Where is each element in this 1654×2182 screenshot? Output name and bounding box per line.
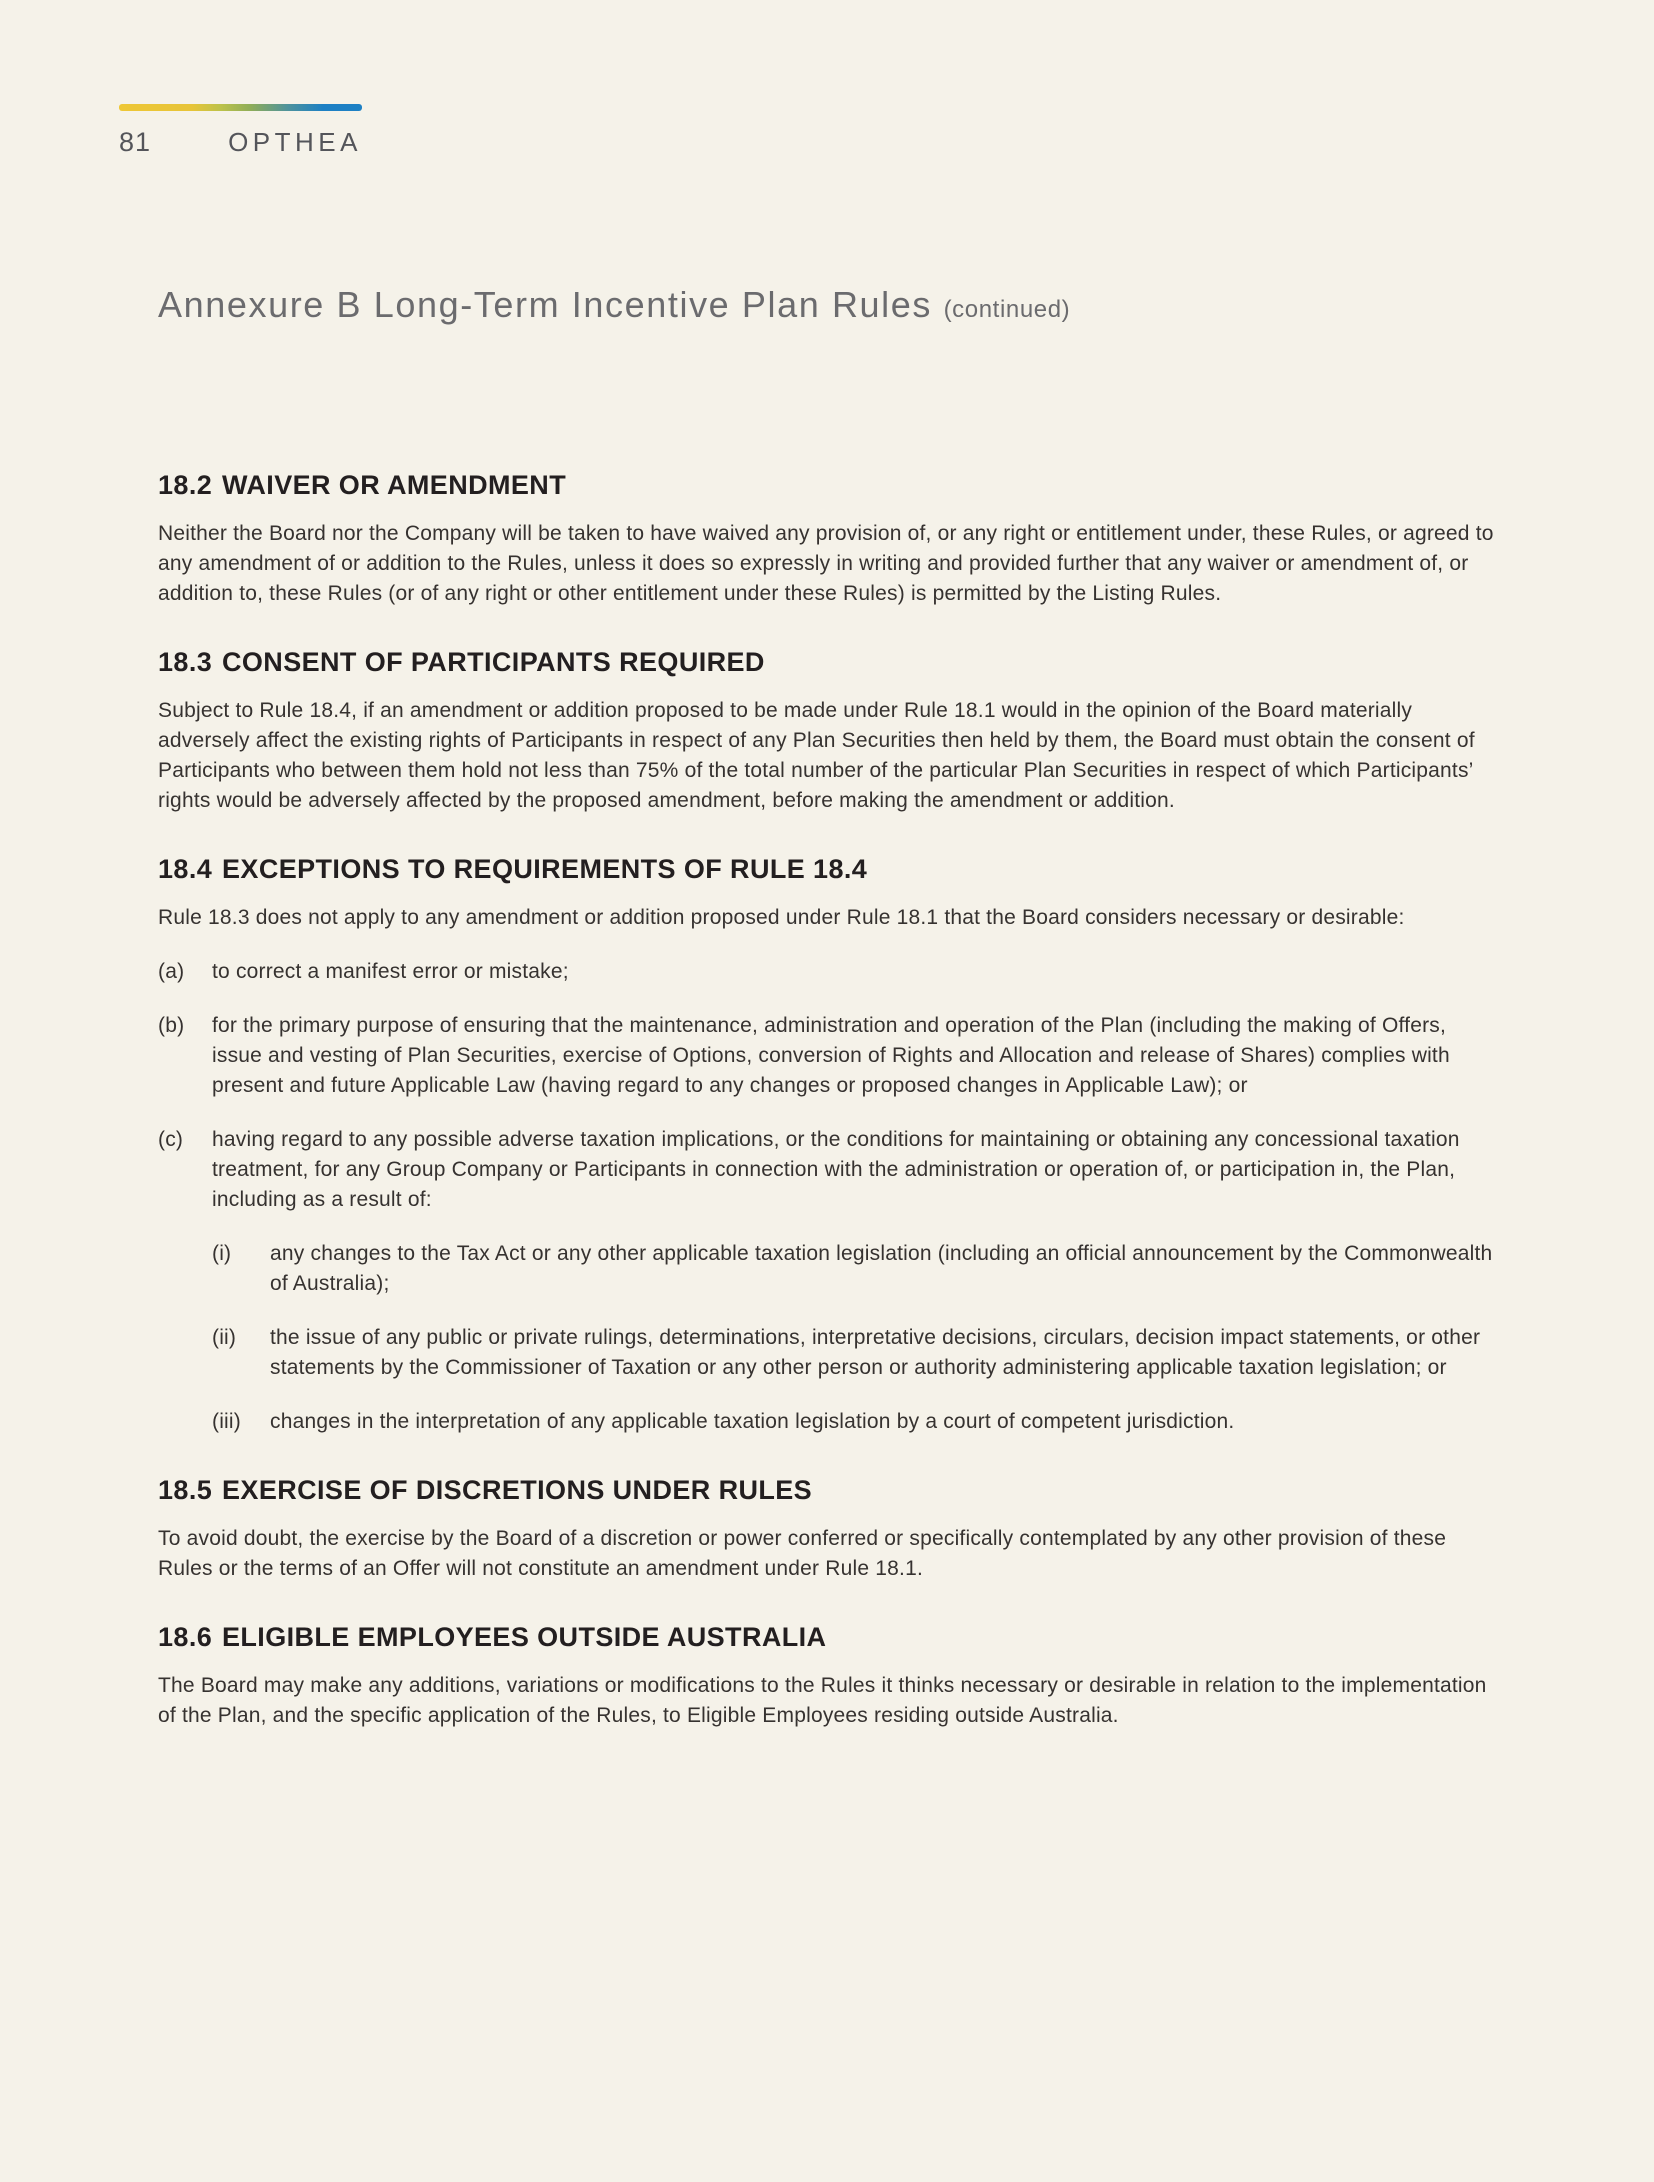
section-number: 18.3	[158, 647, 213, 677]
section-18-2	[158, 470, 1494, 609]
section-18-4	[158, 854, 1494, 1437]
list-item-b	[158, 1011, 1494, 1101]
sublist-item-i	[212, 1239, 1494, 1299]
list-item-label: (a)	[158, 960, 185, 983]
list-item-text: for the primary purpose of ensuring that the maintenance, administration and operation of the Plan (including the making of Offers, issue and vesting of Plan Securities, exercise of Options, conversion of Rights and Allocation and release of Shares) complies with present and future Applicable Law (having regard to any changes or proposed changes in Applicable Law); or	[212, 1014, 1450, 1097]
section-number: 18.2	[158, 470, 213, 500]
page-header	[119, 104, 1494, 158]
section-heading	[158, 1475, 1494, 1506]
section-heading-text: WAIVER OR AMENDMENT	[222, 470, 567, 500]
section-18-6	[158, 1622, 1494, 1731]
section-heading-text: ELIGIBLE EMPLOYEES OUTSIDE AUSTRALIA	[222, 1622, 827, 1652]
section-heading-text: CONSENT OF PARTICIPANTS REQUIRED	[222, 647, 765, 677]
sublist-item-text: any changes to the Tax Act or any other applicable taxation legislation (including an official announcement by the Commonwealth of Australia);	[270, 1242, 1493, 1295]
section-heading-text: EXERCISE OF DISCRETIONS UNDER RULES	[222, 1475, 813, 1505]
sublist-item-ii	[212, 1323, 1494, 1383]
list-item-label: (b)	[158, 1014, 185, 1037]
list-item-a	[158, 957, 1494, 987]
page-number: 81	[119, 127, 152, 157]
document-title-suffix: (continued)	[943, 296, 1071, 323]
document-title-main: Annexure B Long-Term Incentive Plan Rules	[158, 284, 932, 325]
brand-gradient-bar	[119, 104, 362, 111]
section-heading-text: EXCEPTIONS TO REQUIREMENTS OF RULE 18.4	[222, 854, 868, 884]
section-heading	[158, 854, 1494, 885]
sublist-item-text: the issue of any public or private rulings, determinations, interpretative decisions, circulars, decision impact statements, or other statements by the Commissioner of Taxation or any other person or authority administering applicable taxation legislation; or	[270, 1326, 1481, 1379]
list-item-text: having regard to any possible adverse taxation implications, or the conditions for maintaining or obtaining any concessional taxation treatment, for any Group Company or Participants in connection with the administration or operation of, or participation in, the Plan, including as a result of:	[212, 1128, 1460, 1211]
section-18-3	[158, 647, 1494, 816]
sublist-item-iii	[212, 1407, 1494, 1437]
list-item-text: to correct a manifest error or mistake;	[212, 960, 569, 983]
list-item-label: (c)	[158, 1128, 184, 1151]
document-title	[158, 284, 1494, 326]
sublist-item-label: (i)	[212, 1242, 232, 1265]
section-paragraph: The Board may make any additions, variations or modifications to the Rules it thinks necessary or desirable in relation to the implementation of the Plan, and the specific application of the Rules, to Eligible Employees residing outside Australia.	[158, 1674, 1487, 1727]
section-paragraph: Subject to Rule 18.4, if an amendment or addition proposed to be made under Rule 18.1 would in the opinion of the Board materially adversely affect the existing rights of Participants in respect of any Plan Securities then held by them, the Board must obtain the consent of Participants who between them hold not less than 75% of the total number of the particular Plan Securities in respect of which Participants’ rights would be adversely affected by the proposed amendment, before making the amendment or addition.	[158, 699, 1475, 812]
section-paragraph: Rule 18.3 does not apply to any amendment or addition proposed under Rule 18.1 that the Board considers necessary or desirable:	[158, 906, 1405, 929]
section-heading	[158, 470, 1494, 501]
section-number: 18.6	[158, 1622, 213, 1652]
section-18-5	[158, 1475, 1494, 1584]
section-paragraph: Neither the Board nor the Company will be taken to have waived any provision of, or any right or entitlement under, these Rules, or agreed to any amendment of or addition to the Rules, unless it does so expressly in writing and provided further that any waiver or amendment of, or addition to, these Rules (or of any right or other entitlement under these Rules) is permitted by the Listing Rules.	[158, 522, 1494, 605]
sublist-item-label: (iii)	[212, 1410, 241, 1433]
header-row	[119, 127, 362, 158]
section-number: 18.5	[158, 1475, 213, 1505]
sublist-item-text: changes in the interpretation of any applicable taxation legislation by a court of competent jurisdiction.	[270, 1410, 1235, 1433]
brand-logo: OPTHEA	[228, 127, 362, 157]
document-body	[158, 470, 1494, 1731]
section-heading	[158, 647, 1494, 678]
section-paragraph: To avoid doubt, the exercise by the Board of a discretion or power conferred or specifically contemplated by any other provision of these Rules or the terms of an Offer will not constitute an amendment under Rule 18.1.	[158, 1527, 1447, 1580]
section-heading	[158, 1622, 1494, 1653]
list-item-c	[158, 1125, 1494, 1215]
section-number: 18.4	[158, 854, 213, 884]
sublist-item-label: (ii)	[212, 1326, 237, 1349]
